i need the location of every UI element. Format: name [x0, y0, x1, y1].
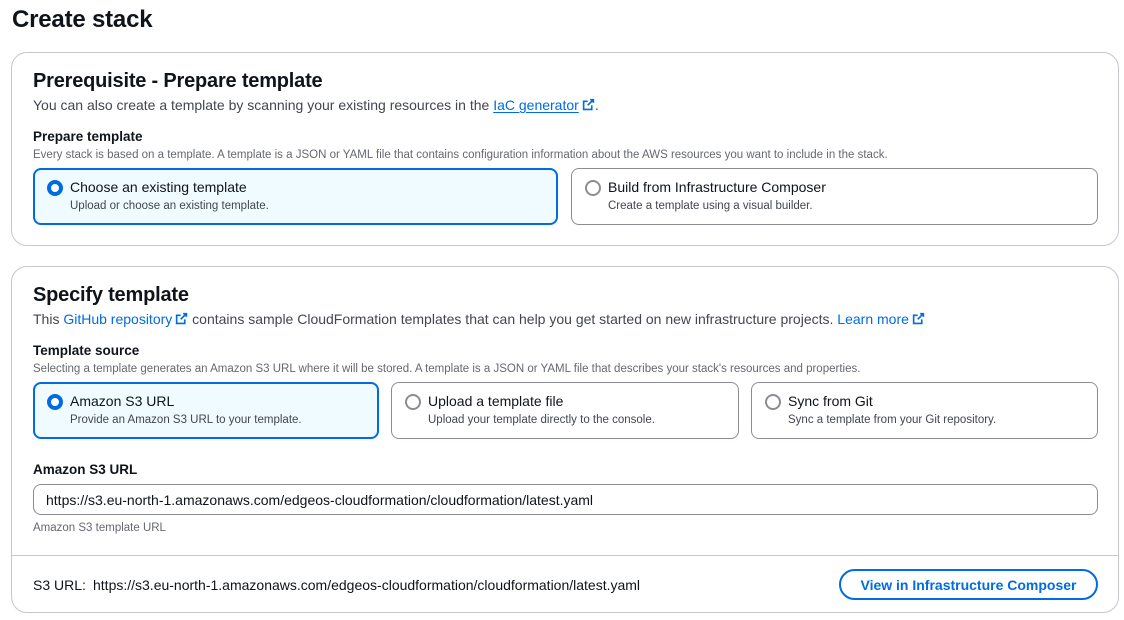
specify-panel-title: Specify template — [33, 284, 189, 306]
prepare-panel-description — [33, 97, 599, 113]
specify-desc-prefix: This — [33, 311, 64, 327]
amazon-s3-url-hint: Amazon S3 template URL — [33, 522, 166, 534]
option-description: Create a template using a visual builder. — [608, 200, 813, 212]
option-build-from-infrastructure-composer[interactable] — [571, 168, 1098, 225]
amazon-s3-url-label: Amazon S3 URL — [33, 462, 138, 477]
iac-generator-link-label: IaC generator — [493, 97, 579, 113]
external-link-icon — [175, 312, 188, 325]
prepare-desc-prefix: You can also create a template by scanning your existing resources in the — [33, 97, 494, 113]
radio-selected-icon[interactable] — [47, 394, 63, 410]
prepare-desc-suffix: . — [594, 97, 599, 113]
radio-unselected-icon[interactable] — [765, 394, 781, 410]
option-title: Build from Infrastructure Composer — [608, 179, 826, 195]
s3-url-footer-label: S3 URL: — [33, 577, 86, 593]
option-title: Amazon S3 URL — [70, 393, 175, 409]
radio-selected-icon[interactable] — [47, 180, 63, 196]
option-title: Choose an existing template — [70, 179, 247, 195]
section-divider — [12, 555, 1118, 556]
github-repository-link[interactable] — [63, 311, 188, 327]
learn-more-link[interactable] — [837, 311, 925, 327]
option-description: Upload your template directly to the console. — [428, 414, 655, 426]
specify-template-panel — [11, 266, 1119, 613]
specify-desc-middle: contains sample CloudFormation templates that can help you get started on new infrastructure projects. — [188, 311, 838, 327]
prepare-template-label: Prepare template — [33, 129, 143, 144]
specify-panel-description — [33, 311, 925, 327]
iac-generator-link[interactable] — [493, 97, 595, 113]
option-upload-template-file[interactable] — [391, 382, 739, 439]
page-title: Create stack — [12, 6, 153, 33]
option-sync-from-git[interactable] — [751, 382, 1098, 439]
s3-url-footer-value: https://s3.eu-north-1.amazonaws.com/edgeos-cloudformation/cloudformation/latest.yaml — [93, 577, 641, 593]
radio-unselected-icon[interactable] — [585, 180, 601, 196]
option-title: Sync from Git — [788, 393, 873, 409]
template-source-label: Template source — [33, 343, 140, 358]
prepare-panel-title: Prerequisite - Prepare template — [33, 70, 323, 92]
prepare-template-panel — [11, 52, 1119, 246]
option-amazon-s3-url[interactable] — [33, 382, 379, 439]
option-description: Provide an Amazon S3 URL to your template. — [70, 414, 302, 426]
radio-unselected-icon[interactable] — [405, 394, 421, 410]
option-description: Upload or choose an existing template. — [70, 200, 269, 212]
option-title: Upload a template file — [428, 393, 564, 409]
external-link-icon — [582, 98, 595, 111]
external-link-icon — [912, 312, 925, 325]
github-repository-link-label: GitHub repository — [63, 311, 173, 327]
template-source-hint: Selecting a template generates an Amazon S3 URL where it will be stored. A template is a JSON or YAML file that describes your stack's resources and properties. — [33, 363, 861, 375]
learn-more-link-label: Learn more — [837, 311, 909, 327]
amazon-s3-url-input[interactable] — [33, 484, 1098, 515]
option-choose-existing-template[interactable] — [33, 168, 558, 225]
option-description: Sync a template from your Git repository. — [788, 414, 997, 426]
view-in-infrastructure-composer-button[interactable]: View in Infrastructure Composer — [839, 569, 1098, 600]
prepare-template-hint: Every stack is based on a template. A template is a JSON or YAML file that contains configuration information about the AWS resources you want to include in the stack. — [33, 149, 888, 161]
